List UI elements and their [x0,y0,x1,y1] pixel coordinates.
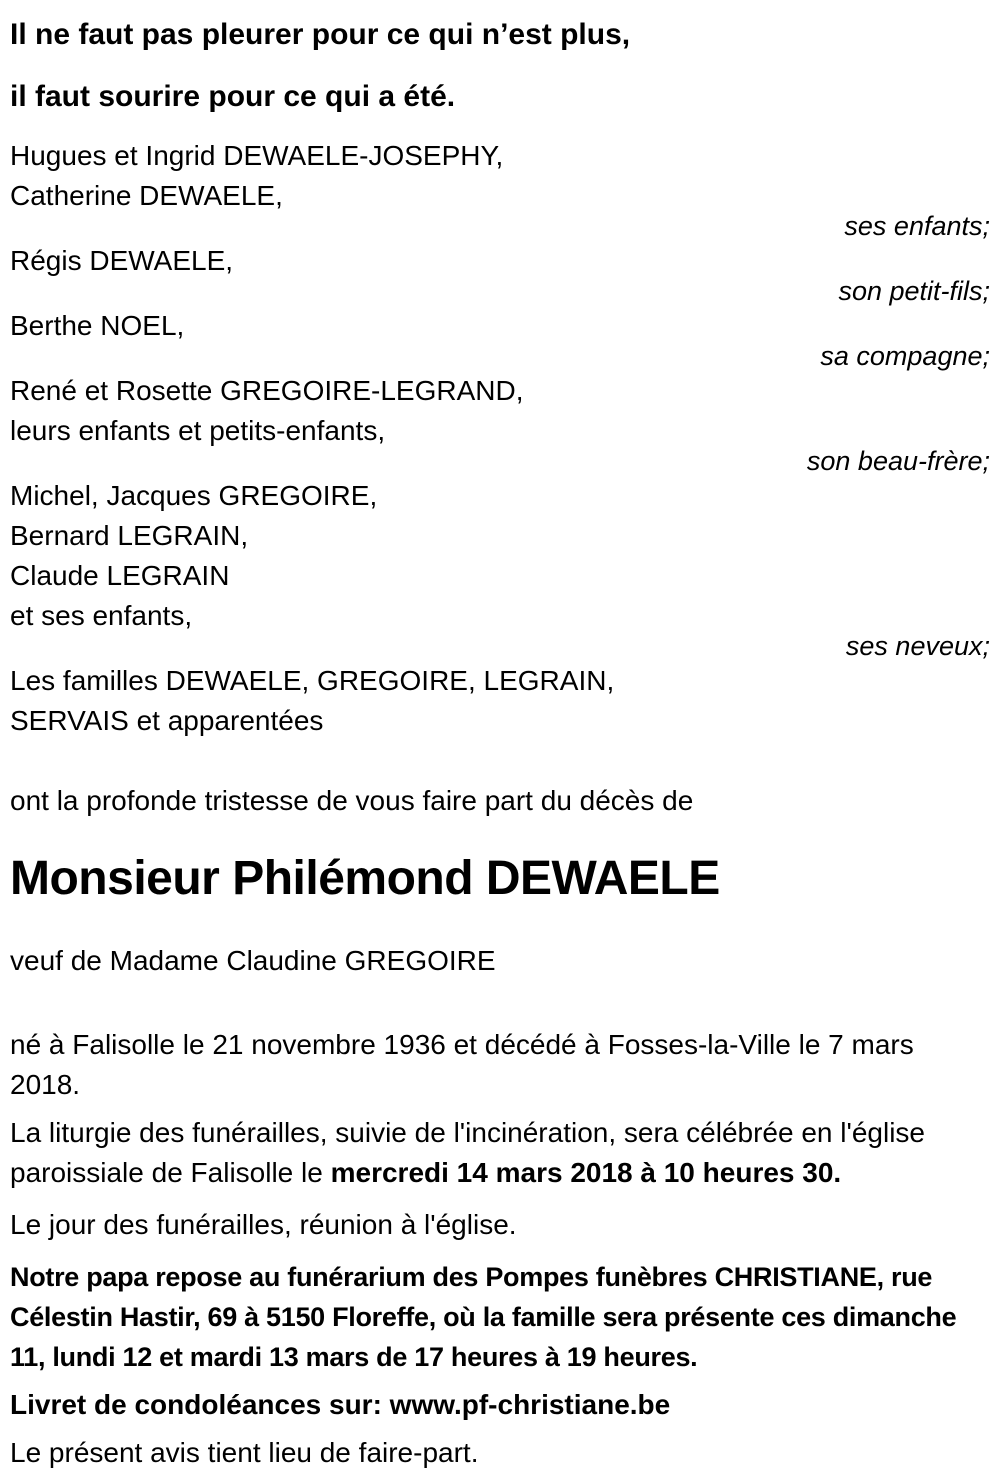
mourner-name: Catherine DEWAELE, [10,180,283,211]
liturgy-paragraph [10,1113,990,1193]
funeral-datetime: mercredi 14 mars 2018 à 10 heures 30. [330,1157,842,1188]
mourner-group-children [10,136,990,241]
mourner-group-partner [10,306,990,371]
mourner-name: leurs enfants et petits-enfants, [10,415,386,446]
relation-label: sa compagne; [820,341,990,371]
relation-label: son beau-frère; [806,446,990,476]
deceased-name-title: Monsieur Philémond DEWAELE [10,852,720,905]
mourner-name: Les familles DEWAELE, GREGOIRE, LEGRAIN, [10,665,615,696]
meeting-line: Le jour des funérailles, réunion à l'église. [10,1209,517,1240]
mourner-group-families [10,661,990,741]
mourner-name: SERVAIS et apparentées [10,705,324,736]
mourner-name: Claude LEGRAIN [10,560,230,591]
final-note-line: Le présent avis tient lieu de faire-part. [10,1437,479,1468]
mourner-name: Régis DEWAELE, [10,245,234,276]
mourner-group-grandson [10,241,990,306]
relation-label: son petit-fils; [838,276,990,306]
mourner-name: Michel, Jacques GREGOIRE, [10,480,378,511]
mourner-name: Bernard LEGRAIN, [10,520,249,551]
death-announcement-line: ont la profonde tristesse de vous faire part du décès de [10,785,694,816]
condolence-url: www.pf-christiane.be [389,1389,671,1420]
relation-label: ses neveux; [845,631,990,661]
mourner-name: Berthe NOEL, [10,310,185,341]
mourner-group-brother-in-law [10,371,990,476]
mourner-name: Hugues et Ingrid DEWAELE-JOSEPHY, [10,140,504,171]
mourner-name: et ses enfants, [10,600,193,631]
quote-line-1: Il ne faut pas pleurer pour ce qui n’est plus, [10,18,631,51]
widower-line: veuf de Madame Claudine GREGOIRE [10,945,496,976]
funerarium-paragraph: Notre papa repose au funérarium des Pompes funèbres CHRISTIANE, rue Célestin Hastir, 69 à 5150 Floreffe, où la famille sera présente ces dimanche 11, lundi 12 et mardi 13 mars de 17 heures à 19 heures. [10,1262,957,1372]
mourner-group-nephews [10,476,990,661]
liturgy-text: La liturgie des funérailles, suivie de l'incinération, sera célébrée en l'église paroissiale de Falisolle le [10,1117,925,1188]
opening-quote [10,4,990,128]
relation-label: ses enfants; [844,211,990,241]
quote-line-2: il faut sourire pour ce qui a été. [10,80,456,113]
birth-death-line: né à Falisolle le 21 novembre 1936 et décédé à Fosses-la-Ville le 7 mars 2018. [10,1029,914,1100]
mourner-name: René et Rosette GREGOIRE-LEGRAND, [10,375,524,406]
condolences-line [10,1385,990,1425]
condolences-label: Livret de condoléances sur: [10,1389,390,1420]
